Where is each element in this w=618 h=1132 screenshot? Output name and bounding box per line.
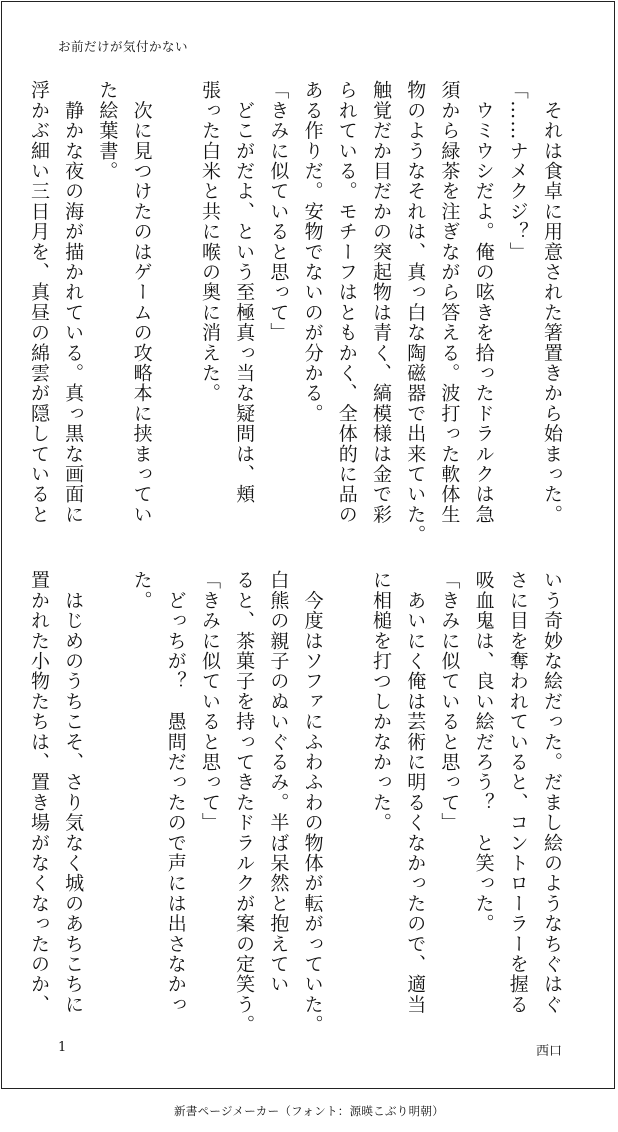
text-line: に相槌を打つしかなかった。 bbox=[369, 570, 392, 833]
text-line: いう奇妙な絵だった。だまし絵のようなちぐはぐ bbox=[541, 570, 563, 1015]
page-frame bbox=[1, 1, 615, 1089]
text-line: た絵葉書。 bbox=[96, 80, 119, 181]
text-line: 物のようなそれは、真っ白な陶磁器で出来ていた。 bbox=[404, 80, 427, 545]
author-name: 西口 bbox=[536, 1044, 563, 1059]
body-text-bottom-block bbox=[22, 570, 569, 1040]
text-line: はじめのうちこそ、さり気なく城のあちこちに bbox=[62, 570, 85, 1015]
text-line: あいにく俺は芸術に明るくなかったので、適当 bbox=[404, 570, 427, 1015]
text-line: どっちが？ 愚問だったので声には出さなかっ bbox=[164, 570, 187, 1015]
page-header-title: お前だけが気付かない bbox=[58, 39, 189, 54]
text-line: さに目を奪われていると、コントローラーを握る bbox=[506, 570, 529, 1015]
text-line: どこがだよ、という至極真っ当な疑問は、頬 bbox=[233, 80, 256, 505]
text-line: 張った白米と共に喉の奥に消えた。 bbox=[198, 80, 221, 404]
text-line: 須から緑茶を注ぎながら答える。波打った軟体生 bbox=[438, 80, 461, 525]
text-line: 次に見つけたのはゲームの攻略本に挟まってい bbox=[130, 80, 153, 525]
text-line: 「きみに似ていると思って」 bbox=[438, 570, 461, 833]
text-line: 今度はソファにふわふわの物体が転がっていた。 bbox=[301, 570, 324, 1035]
text-line bbox=[159, 80, 193, 550]
text-line: 吸血鬼は、良い絵だろう？ と笑った。 bbox=[472, 570, 495, 934]
text-line: 浮かぶ細い三日月を、真昼の綿雲が隠していると bbox=[27, 80, 50, 525]
text-line: 「……ナメクジ？」 bbox=[506, 80, 529, 262]
text-line: 白熊の親子のぬいぐるみ。半ば呆然と抱えてい bbox=[267, 570, 290, 995]
text-line: 「きみに似ていると思って」 bbox=[198, 570, 221, 833]
text-line: 静かな夜の海が描かれている。真っ黒な画面に bbox=[62, 80, 85, 525]
text-line: 触覚だか目だかの突起物は青く、縞模様は金で彩 bbox=[369, 80, 392, 525]
text-line: ウミウシだよ。俺の呟きを拾ったドラルクは急 bbox=[472, 80, 495, 525]
text-line: それは食卓に用意された箸置きから始まった。 bbox=[541, 80, 563, 525]
page-number: 1 bbox=[58, 1040, 67, 1055]
body-text-top-block bbox=[22, 80, 569, 550]
text-line: ある作りだ。安物でないのが分かる。 bbox=[301, 80, 324, 424]
text-line: られている。モチーフはともかく、全体的に品の bbox=[335, 80, 358, 525]
text-line: ると、茶菓子を持ってきたドラルクが案の定笑う。 bbox=[233, 570, 256, 1035]
text-line bbox=[330, 570, 364, 1040]
text-line: 置かれた小物たちは、置き場がなくなったのか、 bbox=[27, 570, 50, 1015]
footer-credit: 新書ページメーカー（フォント：源暎こぶり明朝） bbox=[173, 1104, 445, 1118]
text-line bbox=[90, 570, 124, 1040]
text-line: た。 bbox=[130, 570, 153, 611]
text-line: 「きみに似ていると思って」 bbox=[267, 80, 290, 343]
